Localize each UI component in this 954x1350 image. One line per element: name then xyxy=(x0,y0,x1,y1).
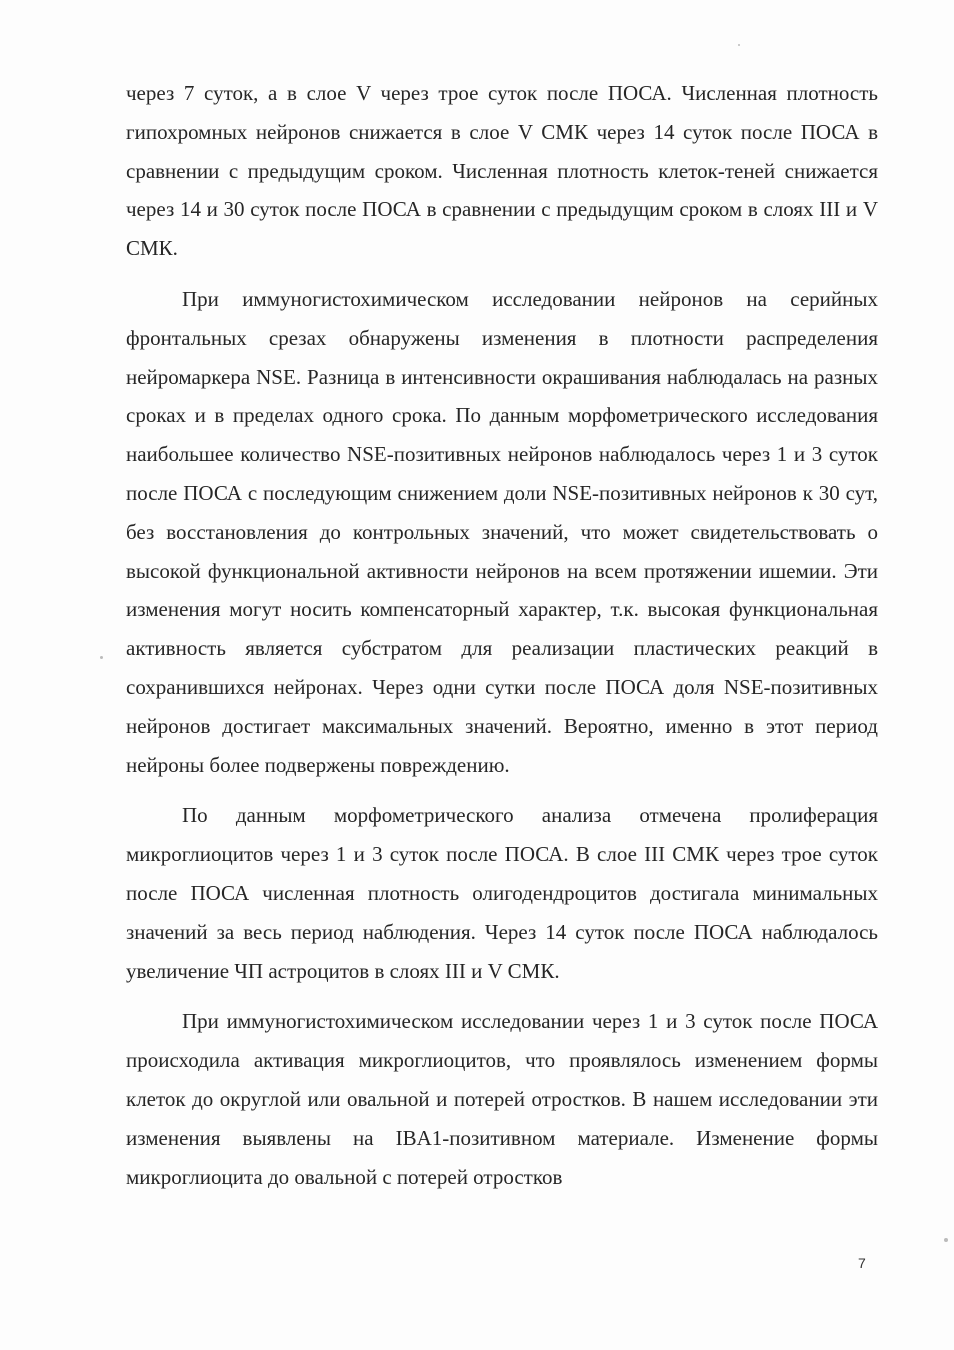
scan-speck xyxy=(944,1238,948,1242)
body-text xyxy=(126,74,878,1208)
paragraph-continuation: через 7 суток, а в слое V через трое суток после ПОСА. Численная плотность гипохромных нейронов снижается в слое V СМК через 14 суток после ПОСА в сравнении с предыдущим сроком. Численная плотность клеток-теней снижается через 14 и 30 суток после ПОСА в сравнении с предыдущим сроком в слоях III и V СМК. xyxy=(126,81,878,261)
paragraph-nse-immunohistochemistry: При иммуногистохимическом исследовании нейронов на серийных фронтальных срезах обнаружены изменения в плотности распределения нейромаркера NSE. Разница в интенсивности окрашивания наблюдалась на разных сроках и в пределах одного срока. По данным морфометрического исследования наибольшее количество NSE-позитивных нейронов наблюдалось через 1 и 3 суток после ПОСА с последующим снижением доли NSE-позитивных нейронов к 30 сут, без восстановления до контрольных значений, что может свидетельствовать о высокой функциональной активности нейронов на всем протяжении ишемии. Эти изменения могут носить компенсаторный характер, т.к. высокая функциональная активность является субстратом для реализации пластических реакций в сохранившихся нейронах. Через одни сутки после ПОСА доля NSE-позитивных нейронов достигает максимальных значений. Вероятно, именно в этот период нейроны более подвержены повреждению. xyxy=(126,286,878,777)
paragraph-microglia-activation: При иммуногистохимическом исследовании через 1 и 3 суток после ПОСА происходила активация микроглиоцитов, что проявлялось изменением формы клеток до округлой или овальной и потерей отростков. В нашем исследовании эти изменения выявлены на IBA1-позитивном материале. Изменение формы микроглиоцита до овальной с потерей отростков xyxy=(126,1009,878,1189)
scan-speck xyxy=(738,44,740,46)
paragraph-morphometric-analysis: По данным морфометрического анализа отмечена пролиферация микроглиоцитов через 1 и 3 суток после ПОСА. В слое III СМК через трое суток после ПОСА численная плотность олигодендроцитов достигала минимальных значений за весь период наблюдения. Через 14 суток после ПОСА наблюдалось увеличение ЧП астроцитов в слоях III и V СМК. xyxy=(126,803,878,983)
scan-speck xyxy=(100,656,103,659)
page-number: 7 xyxy=(858,1255,866,1271)
